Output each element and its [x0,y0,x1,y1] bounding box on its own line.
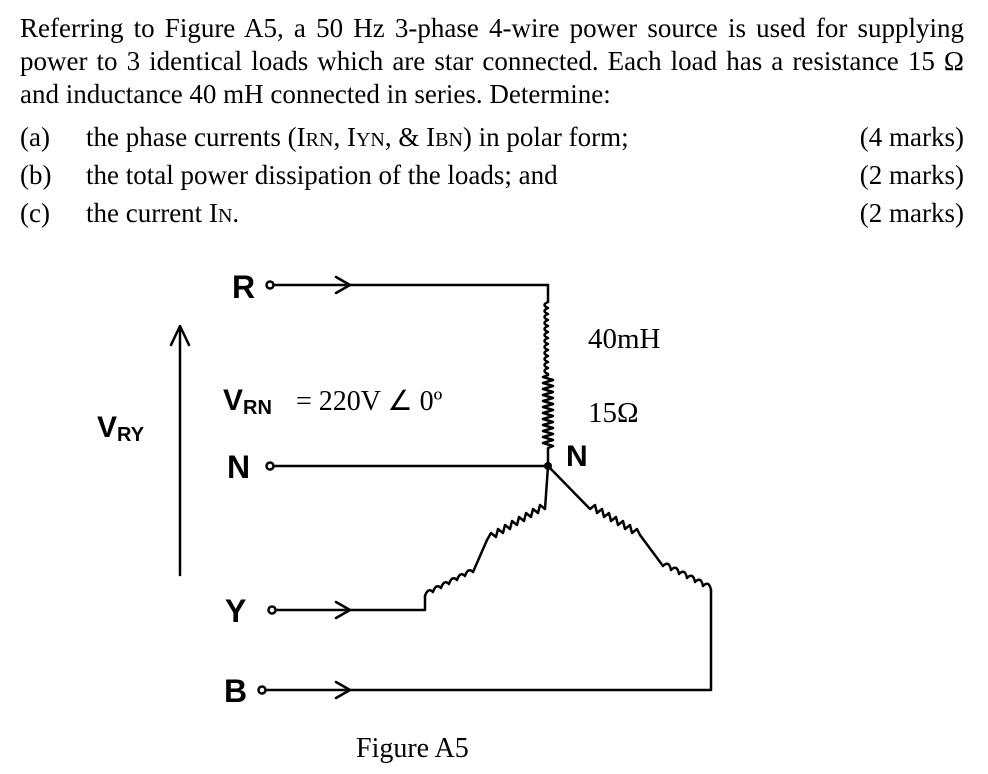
part-a-label: (a) [20,122,50,152]
current-bn-sub: BN [435,129,463,151]
terminal-b-dot [259,687,266,694]
part-a-sep1: , [333,122,347,152]
vrn-main: V [223,384,244,417]
part-a-sep2: , & [384,122,427,152]
line-y [276,596,425,610]
current-n-sub: N [217,205,233,227]
part-a-post: ) in polar form; [462,122,629,152]
current-bn-symbol: I [426,122,436,152]
resistor-r [543,375,553,466]
resistor-y [487,466,548,540]
line-b [266,590,711,690]
terminal-b-label: B [224,673,248,709]
part-a-pre: the phase currents ( [86,122,297,152]
terminal-n-dot [267,463,274,470]
part-c-pre: the current [86,198,209,228]
star-point-dot [544,462,552,470]
terminal-r-dot [267,282,274,289]
terminal-r-label: R [232,269,256,305]
vry-main: V [97,411,118,444]
part-b-marks: (2 marks) [859,160,964,190]
current-rn-sub: RN [305,129,334,151]
inductance-label: 40mH [588,323,661,355]
inductor-r [545,302,549,375]
resistor-b [548,466,640,535]
inductor-b [640,535,711,590]
vry-sub: RY [117,424,145,446]
current-rn-symbol: I [296,122,306,152]
inductor-y [425,540,487,596]
vrn-sub: RN [243,397,272,419]
terminal-y-label: Y [225,593,247,629]
star-point-label: N [566,440,588,473]
current-yn-sub: YN [355,129,385,151]
vrn-symbol [223,384,272,419]
current-n-symbol: I [208,198,218,228]
question-intro: Referring to Figure A5, a 50 Hz 3-phase 4-wire power source is used for supplying power to 3 identical loads which are star connected. Each load has a resistance 15 Ω and inductance 40 mH connected in series. Determine: [20,13,964,109]
resistance-label: 15Ω [588,397,639,429]
vry-label [97,411,145,446]
current-yn-symbol: I [346,122,356,152]
part-b-text: the total power dissipation of the loads; and [86,160,558,190]
part-c-label: (c) [20,198,50,228]
part-c-marks: (2 marks) [859,198,964,228]
part-b-label: (b) [20,160,52,190]
vrn-value: = 220V ∠ 0º [296,386,443,417]
terminal-n-label: N [227,449,251,485]
figure-caption: Figure A5 [356,733,469,764]
terminal-y-dot [269,607,276,614]
part-c-post: . [232,198,240,228]
part-a-marks: (4 marks) [859,122,964,152]
